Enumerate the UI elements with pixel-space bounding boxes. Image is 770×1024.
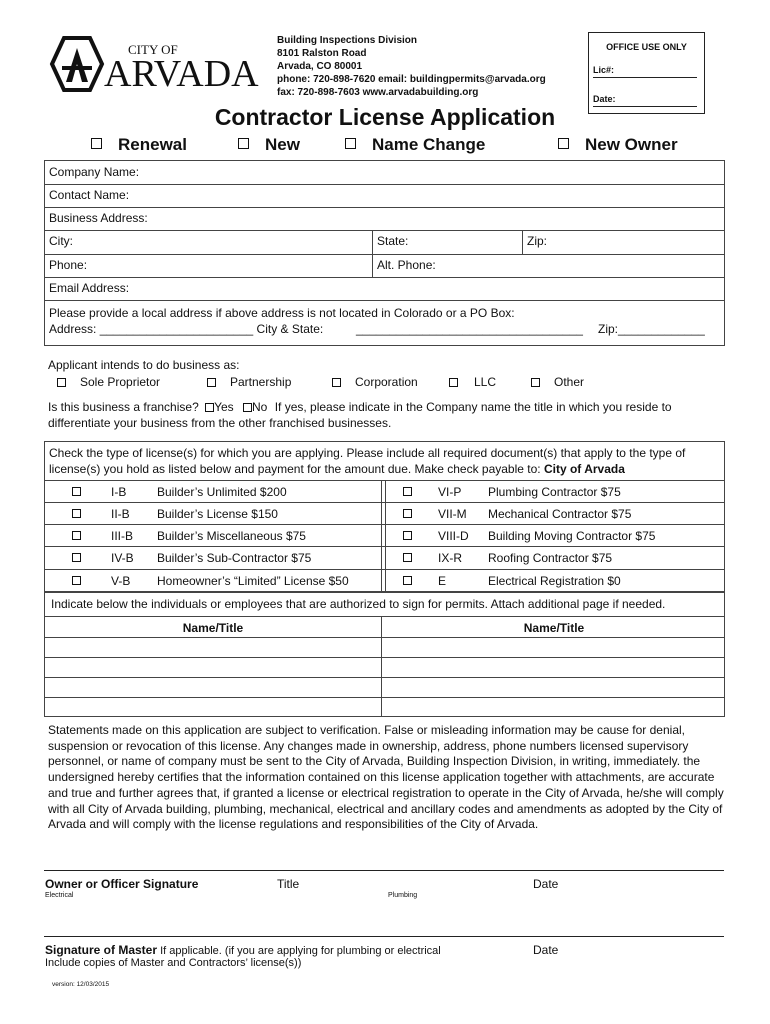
page-title: Contractor License Application <box>214 104 556 130</box>
header-line: phone: 720-898-7620 email: buildingpermits@arvada.org <box>277 74 546 85</box>
franchise-no-checkbox[interactable] <box>243 403 252 412</box>
phone-row <box>45 254 724 278</box>
header-line: fax: 720-898-7603 www.arvadabuilding.org <box>277 87 479 98</box>
llc-label: LLC <box>474 375 497 389</box>
authorized-instruction: Indicate below the individuals or employees that are authorized to sign for permits. Attach additional page if needed. <box>51 597 666 611</box>
license-row <box>45 524 724 547</box>
license-checkbox-iiib[interactable] <box>72 531 81 540</box>
contact-name-field[interactable] <box>45 184 724 208</box>
local-address-line[interactable]: Address: _______________________ City & State: <box>49 322 324 336</box>
new-owner-option[interactable] <box>558 135 678 155</box>
company-name-field[interactable] <box>45 161 724 185</box>
signer-cell[interactable] <box>382 637 724 657</box>
license-desc: Building Moving Contractor $75 <box>488 529 656 543</box>
header-line: Arvada, CO 80001 <box>277 61 363 72</box>
new-label: New <box>265 135 300 154</box>
master-signature-label <box>45 943 441 957</box>
company-name-label: Company Name: <box>49 165 140 179</box>
master-note: If applicable. (if you are applying for plumbing or electrical <box>157 945 441 957</box>
office-use-title: OFFICE USE ONLY <box>606 42 687 52</box>
license-desc: Builder’s Unlimited $200 <box>157 485 287 499</box>
franchise-instruction: If yes, please indicate in the Company name the title in which you reside to <box>274 400 672 414</box>
llc-checkbox[interactable] <box>449 378 458 387</box>
signer-cell[interactable] <box>45 657 381 677</box>
statement-text: Statements made on this application are subject to verification. False or misleading information may be cause for denial, suspension or revocation of this license. Any changes made in ownership, address, phone numbers licensed supervisory personnel, or name of company must be sent to the City of Arvada, Building Inspection Division, in writing, immediately. the undersigned hereby certifies that the information contained on this license application together with attachments, are accurate and true and further agrees that, if granted a license or electrical registration to operate in the City of Arvada, he/she will comply with all City of Arvada building, plumbing, mechanical, electrical and ancillary codes and amendments as adopted by the City of Arvada and will comply with the license regulations and responsibilities of the City of Arvada. <box>48 723 724 832</box>
payable-to: City of Arvada <box>543 462 625 476</box>
franchise-question <box>48 400 672 414</box>
state-label: State: <box>377 234 409 248</box>
license-checkbox-viim[interactable] <box>403 509 412 518</box>
corporation-label: Corporation <box>355 375 418 389</box>
title-label: Title <box>277 877 300 891</box>
city-logo <box>46 36 272 92</box>
license-code: II-B <box>111 507 130 521</box>
new-owner-label: New Owner <box>585 135 678 154</box>
license-desc: Mechanical Contractor $75 <box>488 507 632 521</box>
license-checkbox-ixr[interactable] <box>403 553 412 562</box>
franchise-no-label: No <box>252 400 268 414</box>
license-types-box <box>44 441 725 592</box>
master-note-line2: Include copies of Master and Contractors’ license(s)) <box>45 957 302 969</box>
signer-cell[interactable] <box>382 677 724 697</box>
local-address-instruction: Please provide a local address if above address is not located in Colorado or a PO Box: <box>49 306 515 320</box>
authorized-signers-box <box>44 592 725 717</box>
signer-cell[interactable] <box>382 657 724 677</box>
local-zip-blank[interactable]: Zip:_____________ <box>598 322 705 336</box>
license-checkbox-viiid[interactable] <box>403 531 412 540</box>
sole-proprietor-option[interactable] <box>57 375 160 389</box>
renewal-option[interactable] <box>91 135 187 155</box>
partnership-label: Partnership <box>230 375 292 389</box>
name-change-checkbox[interactable] <box>345 138 356 149</box>
electrical-label: Electrical <box>45 892 74 899</box>
business-address-label: Business Address: <box>49 211 148 225</box>
other-label: Other <box>554 375 585 389</box>
name-title-header-2: Name/Title <box>523 621 585 635</box>
plumbing-label: Plumbing <box>388 892 418 899</box>
business-address-field[interactable] <box>45 207 724 231</box>
phone-label: Phone: <box>49 258 88 272</box>
license-code: IV-B <box>111 551 134 565</box>
header-line: Building Inspections Division <box>277 35 418 46</box>
alt-phone-label: Alt. Phone: <box>377 258 436 272</box>
license-row <box>45 502 724 525</box>
date-label-1: Date <box>533 877 559 891</box>
logo-a-mark-shape <box>66 48 88 82</box>
other-checkbox[interactable] <box>531 378 540 387</box>
corporation-option[interactable] <box>332 375 418 389</box>
name-title-header-1: Name/Title <box>182 621 244 635</box>
new-option[interactable] <box>238 135 300 155</box>
license-desc: Electrical Registration $0 <box>488 574 621 588</box>
city-state-zip-row <box>45 230 724 255</box>
license-checkbox-e[interactable] <box>403 576 412 585</box>
license-desc: Plumbing Contractor $75 <box>488 485 621 499</box>
signer-cell[interactable] <box>45 677 381 697</box>
signer-cell[interactable] <box>45 637 381 657</box>
license-checkbox-ivb[interactable] <box>72 553 81 562</box>
franchise-yes-label: Yes <box>214 400 234 414</box>
logo-city-of: CITY OF <box>128 42 178 57</box>
franchise-yes-checkbox[interactable] <box>205 403 214 412</box>
license-code: VIII-D <box>438 529 469 543</box>
license-desc: Builder’s License $150 <box>157 507 278 521</box>
llc-option[interactable] <box>449 375 496 389</box>
renewal-label: Renewal <box>118 135 187 154</box>
corporation-checkbox[interactable] <box>332 378 341 387</box>
renewal-checkbox[interactable] <box>91 138 102 149</box>
franchise-question-text: Is this business a franchise? <box>48 400 199 414</box>
email-label: Email Address: <box>49 281 130 295</box>
master-title: Signature of Master <box>45 943 158 957</box>
partnership-option[interactable] <box>207 375 291 389</box>
business-type-label: Applicant intends to do business as: <box>48 358 240 372</box>
office-use-box <box>588 32 705 114</box>
franchise-instruction-line2: differentiate your business from the other franchised businesses. <box>48 416 392 430</box>
other-option[interactable] <box>531 375 584 389</box>
logo-arvada: ARVADA <box>104 53 259 92</box>
partnership-checkbox[interactable] <box>207 378 216 387</box>
license-desc: Builder’s Sub-Contractor $75 <box>157 551 312 565</box>
version-label: version: 12/03/2015 <box>52 981 110 988</box>
contact-name-label: Contact Name: <box>49 188 130 202</box>
date-label-2: Date <box>533 943 559 957</box>
office-date-label: Date: <box>593 94 616 104</box>
name-change-label: Name Change <box>372 135 486 154</box>
license-desc: Homeowner’s “Limited” License $50 <box>157 574 349 588</box>
signer-cell[interactable] <box>382 697 724 717</box>
lic-label: Lic#: <box>593 65 615 75</box>
master-signature-line[interactable] <box>44 936 724 937</box>
license-checkbox-vb[interactable] <box>72 576 81 585</box>
license-desc: Builder’s Miscellaneous $75 <box>157 529 306 543</box>
new-checkbox[interactable] <box>238 138 249 149</box>
license-desc: Roofing Contractor $75 <box>488 551 613 565</box>
license-checkbox-ib[interactable] <box>72 487 81 496</box>
name-change-option[interactable] <box>345 135 485 155</box>
license-code: III-B <box>111 529 134 543</box>
license-instructions-line2 <box>49 462 625 476</box>
license-code: E <box>438 574 447 588</box>
sole-proprietor-checkbox[interactable] <box>57 378 66 387</box>
sole-proprietor-label: Sole Proprietor <box>80 375 161 389</box>
zip-label: Zip: <box>527 234 548 248</box>
license-instructions-text: license(s) you hold as listed below and payment for the amount due. Make check payable to: <box>49 462 541 476</box>
signer-cell[interactable] <box>45 697 381 717</box>
license-code: VI-P <box>438 485 462 499</box>
local-state-blank[interactable]: __________________________________ <box>356 322 583 336</box>
license-code: VII-M <box>438 507 467 521</box>
city-label: City: <box>49 234 73 248</box>
license-checkbox-iib[interactable] <box>72 509 81 518</box>
email-field[interactable] <box>45 277 724 301</box>
license-checkbox-vip[interactable] <box>403 487 412 496</box>
header-line: 8101 Ralston Road <box>277 48 367 59</box>
license-code: IX-R <box>438 551 462 565</box>
license-row <box>45 546 724 569</box>
owner-signature-line[interactable] <box>44 870 724 871</box>
license-row <box>45 569 724 592</box>
new-owner-checkbox[interactable] <box>558 138 569 149</box>
owner-signature-label: Owner or Officer Signature <box>45 877 199 891</box>
license-code: I-B <box>111 485 127 499</box>
license-code: V-B <box>111 574 131 588</box>
license-row <box>45 480 724 503</box>
company-info-box <box>44 160 725 346</box>
certification-statement <box>48 723 725 833</box>
lic-number-field[interactable] <box>593 65 697 78</box>
license-instructions-line1: Check the type of license(s) for which you are applying. Please include all required document(s) that apply to the type of <box>49 446 686 460</box>
division-header <box>277 34 546 99</box>
